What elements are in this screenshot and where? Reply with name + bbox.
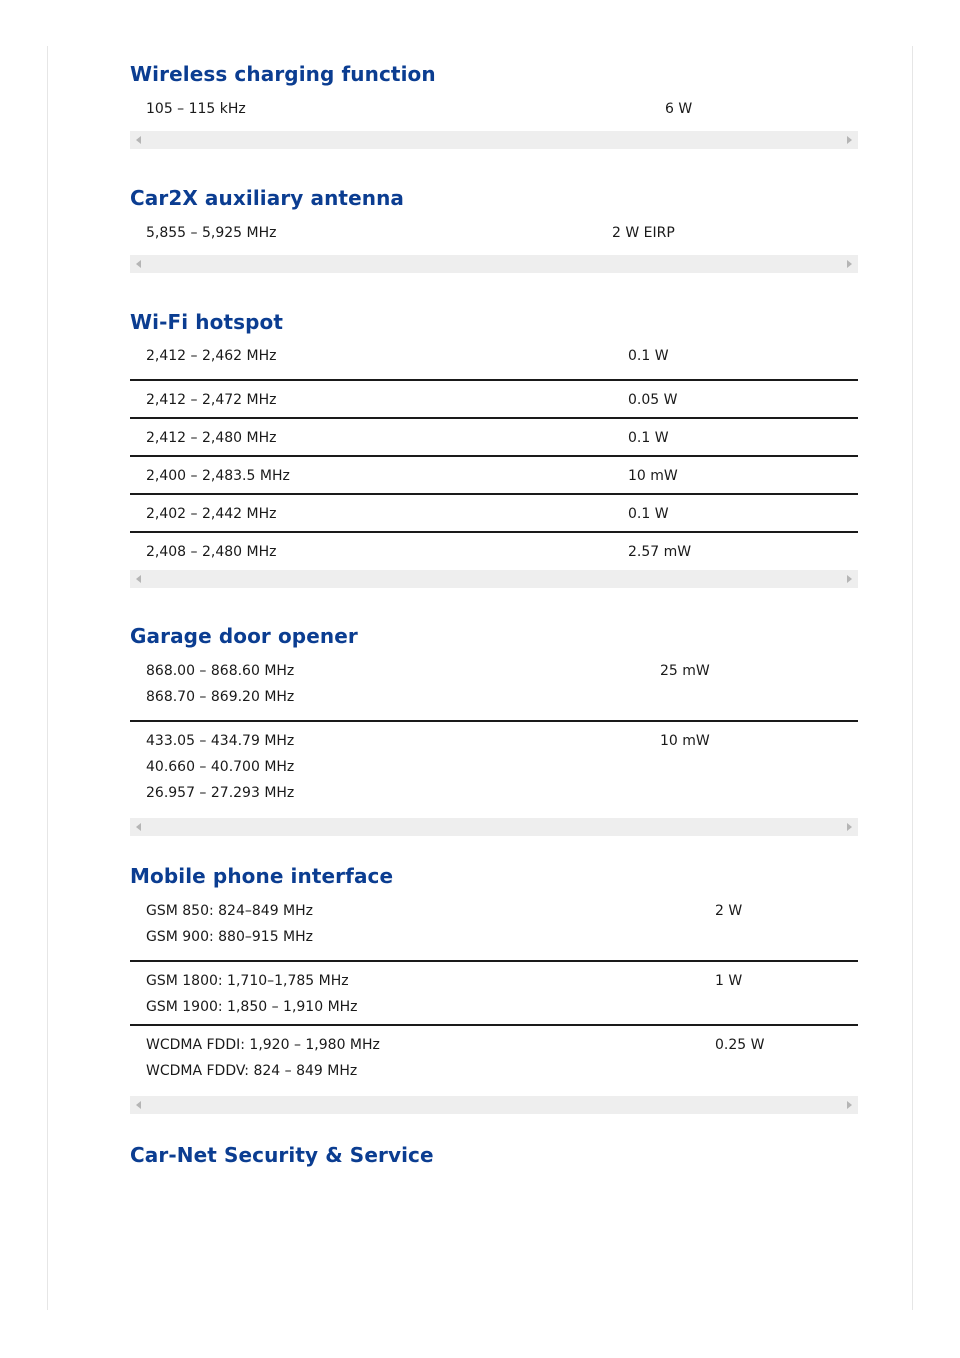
table-row: [130, 658, 858, 722]
scroll-left-icon[interactable]: [136, 136, 141, 144]
horizontal-scrollbar[interactable]: [130, 818, 858, 836]
page-border-left: [47, 46, 48, 1310]
power-text: 6 W: [665, 101, 693, 117]
spec-table: [130, 343, 858, 569]
section-title: Car2X auxiliary antenna: [130, 186, 405, 210]
table-row: [130, 898, 858, 962]
power-text: 0.1 W: [628, 430, 669, 446]
section-title: Wireless charging function: [130, 62, 436, 86]
scroll-right-icon[interactable]: [847, 136, 852, 144]
scroll-left-icon[interactable]: [136, 575, 141, 583]
scroll-right-icon[interactable]: [847, 575, 852, 583]
spec-table: [130, 898, 858, 1084]
frequency-text: GSM 1800: 1,710–1,785 MHz: [146, 973, 349, 989]
scroll-left-icon[interactable]: [136, 823, 141, 831]
scroll-left-icon[interactable]: [136, 1101, 141, 1109]
frequency-text: GSM 900: 880–915 MHz: [146, 929, 314, 945]
frequency-text: 26.957 – 27.293 MHz: [146, 785, 295, 801]
section-car2x-antenna: [130, 185, 858, 273]
frequency-text: 2,412 – 2,472 MHz: [146, 392, 277, 408]
section-car-net-security: [130, 1142, 858, 1168]
section-title: Garage door opener: [130, 624, 358, 648]
frequency-text: 105 – 115 kHz: [146, 101, 246, 117]
power-text: 0.1 W: [628, 506, 669, 522]
horizontal-scrollbar[interactable]: [130, 1096, 858, 1114]
section-title: Car-Net Security & Service: [130, 1143, 434, 1167]
table-row: [130, 1026, 858, 1084]
page-border-right: [912, 46, 913, 1310]
section-title: Mobile phone interface: [130, 864, 394, 888]
frequency-text: 2,400 – 2,483.5 MHz: [146, 468, 290, 484]
table-row: [130, 722, 858, 806]
table-row: [130, 495, 858, 533]
frequency-text: 868.00 – 868.60 MHz: [146, 663, 295, 679]
horizontal-scrollbar[interactable]: [130, 570, 858, 588]
section-wifi-hotspot: [130, 309, 858, 588]
section-wireless-charging: [130, 61, 858, 149]
table-row: [130, 962, 858, 1026]
horizontal-scrollbar[interactable]: [130, 131, 858, 149]
power-text: 2.57 mW: [628, 544, 692, 560]
frequency-text: GSM 1900: 1,850 – 1,910 MHz: [146, 999, 358, 1015]
table-row: [130, 533, 858, 569]
power-text: 25 mW: [660, 663, 710, 679]
frequency-text: GSM 850: 824–849 MHz: [146, 903, 314, 919]
frequency-text: 433.05 – 434.79 MHz: [146, 733, 295, 749]
power-text: 2 W EIRP: [612, 225, 675, 241]
power-text: 10 mW: [660, 733, 710, 749]
frequency-text: WCDMA FDDV: 824 – 849 MHz: [146, 1063, 358, 1079]
table-row: [130, 343, 858, 381]
frequency-text: 2,412 – 2,480 MHz: [146, 430, 277, 446]
frequency-text: 2,412 – 2,462 MHz: [146, 348, 277, 364]
scroll-right-icon[interactable]: [847, 260, 852, 268]
section-title: Wi-Fi hotspot: [130, 310, 284, 334]
scroll-right-icon[interactable]: [847, 1101, 852, 1109]
power-text: 10 mW: [628, 468, 678, 484]
power-text: 0.05 W: [628, 392, 678, 408]
power-text: 0.25 W: [715, 1037, 765, 1053]
horizontal-scrollbar[interactable]: [130, 255, 858, 273]
frequency-text: 2,408 – 2,480 MHz: [146, 544, 277, 560]
frequency-text: WCDMA FDDI: 1,920 – 1,980 MHz: [146, 1037, 380, 1053]
table-row: [130, 419, 858, 457]
table-row: [130, 96, 858, 122]
power-text: 0.1 W: [628, 348, 669, 364]
spec-table: [130, 220, 858, 246]
power-text: 1 W: [715, 973, 743, 989]
section-mobile-phone-interface: [130, 863, 858, 1114]
table-row: [130, 457, 858, 495]
spec-table: [130, 658, 858, 806]
frequency-text: 40.660 – 40.700 MHz: [146, 759, 295, 775]
table-row: [130, 220, 858, 246]
frequency-text: 2,402 – 2,442 MHz: [146, 506, 277, 522]
frequency-text: 5,855 – 5,925 MHz: [146, 225, 277, 241]
power-text: 2 W: [715, 903, 743, 919]
scroll-right-icon[interactable]: [847, 823, 852, 831]
table-row: [130, 381, 858, 419]
spec-table: [130, 96, 858, 122]
frequency-text: 868.70 – 869.20 MHz: [146, 689, 295, 705]
section-garage-door-opener: [130, 623, 858, 836]
scroll-left-icon[interactable]: [136, 260, 141, 268]
